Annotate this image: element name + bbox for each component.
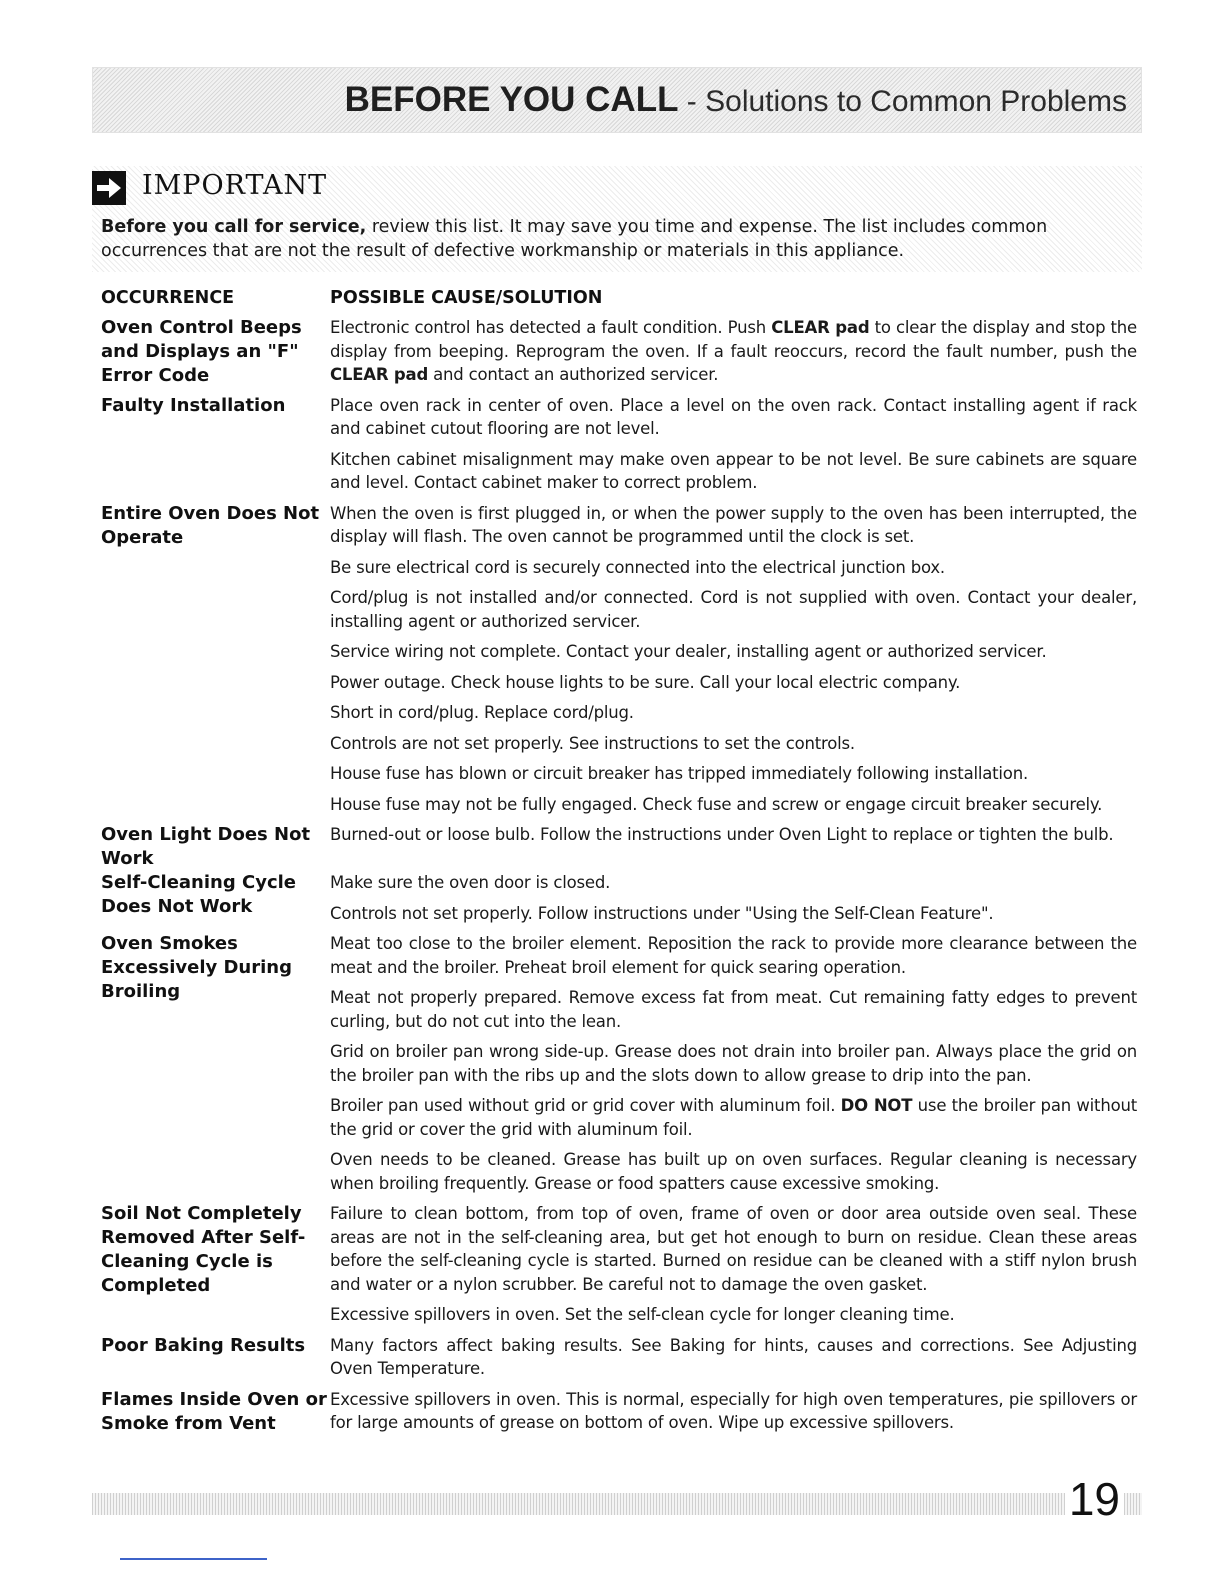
footer-rule — [120, 1558, 267, 1560]
solution-text: Failure to clean bottom, from top of oven, frame of oven or door area outside oven seal. These areas are not in the self-cleaning area, but get hot enough to burn on residue. Clean these areas before the self-cleaning cycle is started. Burned on residue can be cleaned with a stiff nylon brush and water or a nylon scrubber. Be careful not to damage the oven gasket. — [330, 1204, 1137, 1294]
important-lead: Before you call for service, — [101, 217, 367, 237]
solution-text: Broiler pan used without grid or grid cover with aluminum foil. DO NOT use the broiler pan without the grid or cover the grid with aluminum foil. — [330, 1096, 1137, 1139]
page-header-banner — [92, 67, 1142, 133]
occurrence-cell: Faulty Installation — [101, 394, 286, 416]
table-row — [101, 1202, 1137, 1334]
solutions-cell — [330, 1334, 1137, 1388]
solutions-cell — [330, 394, 1137, 502]
table-row — [101, 316, 1137, 394]
solution-text: Short in cord/plug. Replace cord/plug. — [330, 703, 634, 722]
solution-text: Place oven rack in center of oven. Place a level on the oven rack. Contact installing agent if rack and cabinet cutout flooring are not level. — [330, 395, 1137, 438]
page-number: 19 — [1065, 1472, 1124, 1526]
troubleshooting-table — [101, 316, 1137, 1442]
solution-text: House fuse has blown or circuit breaker has tripped immediately following installation. — [330, 764, 1029, 783]
solutions-cell — [330, 502, 1137, 824]
occurrence-cell: Soil Not Completely Removed After Self-Cleaning Cycle is Completed — [101, 1203, 306, 1296]
occurrence-cell: Flames Inside Oven or Smoke from Vent — [101, 1388, 327, 1434]
table-row — [101, 871, 1137, 932]
solution-text: Electronic control has detected a fault condition. Push CLEAR pad to clear the display and stop the display from beeping. Reprogram the oven. If a fault reoccurs, record the fault number, push the CLEAR pad and contact an authorized servicer. — [330, 318, 1138, 384]
table-row — [101, 502, 1137, 824]
solution-text: House fuse may not be fully engaged. Check fuse and screw or engage circuit breaker securely. — [330, 794, 1103, 814]
solution-text: Many factors affect baking results. See Baking for hints, causes and corrections. See Adjusting Oven Temperature. — [330, 1335, 1137, 1378]
solution-text: Excessive spillovers in oven. Set the self-clean cycle for longer cleaning time. — [330, 1305, 955, 1324]
solution-text: Meat not properly prepared. Remove excess fat from meat. Cut remaining fatty edges to prevent curling, but do not cut into the lean. — [330, 988, 1137, 1031]
page-title-main: BEFORE YOU CALL — [344, 80, 679, 119]
solutions-cell — [330, 1388, 1137, 1442]
table-row — [101, 823, 1137, 871]
solution-text: When the oven is first plugged in, or when the power supply to the oven has been interrupted, the display will flash. The oven cannot be programmed until the clock is set. — [330, 503, 1137, 546]
solution-text: Kitchen cabinet misalignment may make oven appear to be not level. Be sure cabinets are square and level. Contact cabinet maker to correct problem. — [330, 449, 1137, 492]
solution-text: Cord/plug is not installed and/or connected. Cord is not supplied with oven. Contact your dealer, installing agent or authorized servicer. — [330, 588, 1137, 631]
solution-text: Oven needs to be cleaned. Grease has built up on oven surfaces. Regular cleaning is necessary when broiling frequently. Grease or food spatters cause excessive smoking. — [330, 1150, 1137, 1193]
important-body: review this list. It may save you time and expense. The list includes common occurrences that are not the result of defective workmanship or materials in this appliance. — [101, 217, 1048, 261]
solution-text: Make sure the oven door is closed. — [330, 873, 611, 892]
solution-text: Burned-out or loose bulb. Follow the instructions under Oven Light to replace or tighten the bulb. — [330, 825, 1114, 844]
important-title: IMPORTANT — [142, 170, 328, 201]
solution-text: Service wiring not complete. Contact your dealer, installing agent or authorized servicer. — [330, 642, 1047, 661]
column-header-solution: POSSIBLE CAUSE/SOLUTION — [330, 288, 603, 308]
occurrence-cell: Self-Cleaning Cycle Does Not Work — [101, 872, 297, 917]
solutions-cell — [330, 1202, 1137, 1334]
important-text — [101, 215, 1131, 263]
solutions-cell — [330, 932, 1137, 1202]
footer-bar — [92, 1493, 1142, 1515]
occurrence-cell: Poor Baking Results — [101, 1334, 306, 1356]
column-header-occurrence: OCCURRENCE — [101, 288, 235, 308]
solutions-cell — [330, 823, 1137, 871]
table-row — [101, 1334, 1137, 1388]
page-title-sub: Solutions to Common Problems — [705, 85, 1127, 118]
table-row — [101, 932, 1137, 1202]
solution-text: Controls not set properly. Follow instructions under "Using the Self-Clean Feature". — [330, 903, 994, 923]
solution-text: Excessive spillovers in oven. This is normal, especially for high oven temperatures, pie spillovers or for large amounts of grease on bottom of oven. Wipe up excessive spillovers. — [330, 1389, 1137, 1432]
occurrence-cell: Oven Smokes Excessively During Broiling — [101, 933, 292, 1002]
arrow-right-icon — [92, 171, 126, 205]
solution-text: Power outage. Check house lights to be sure. Call your local electric company. — [330, 672, 961, 692]
table-row — [101, 1388, 1137, 1442]
occurrence-cell: Entire Oven Does Not Operate — [101, 502, 320, 548]
solutions-cell — [330, 871, 1137, 932]
page-title-separator: - — [678, 85, 706, 118]
solutions-cell — [330, 316, 1137, 394]
occurrence-cell: Oven Light Does Not Work — [101, 824, 311, 869]
solution-text: Controls are not set properly. See instructions to set the controls. — [330, 733, 855, 753]
solution-text: Meat too close to the broiler element. Reposition the rack to provide more clearance between the meat and the broiler. Preheat broil element for quick searing operation. — [330, 934, 1137, 977]
solution-text: Grid on broiler pan wrong side-up. Grease does not drain into broiler pan. Always place the grid on the broiler pan with the ribs up and the slots down to allow grease to drip into the pan. — [330, 1042, 1137, 1085]
occurrence-cell: Oven Control Beeps and Displays an "F" Error Code — [101, 317, 302, 386]
solution-text: Be sure electrical cord is securely connected into the electrical junction box. — [330, 557, 945, 577]
table-row — [101, 394, 1137, 502]
page-title — [345, 80, 1127, 120]
